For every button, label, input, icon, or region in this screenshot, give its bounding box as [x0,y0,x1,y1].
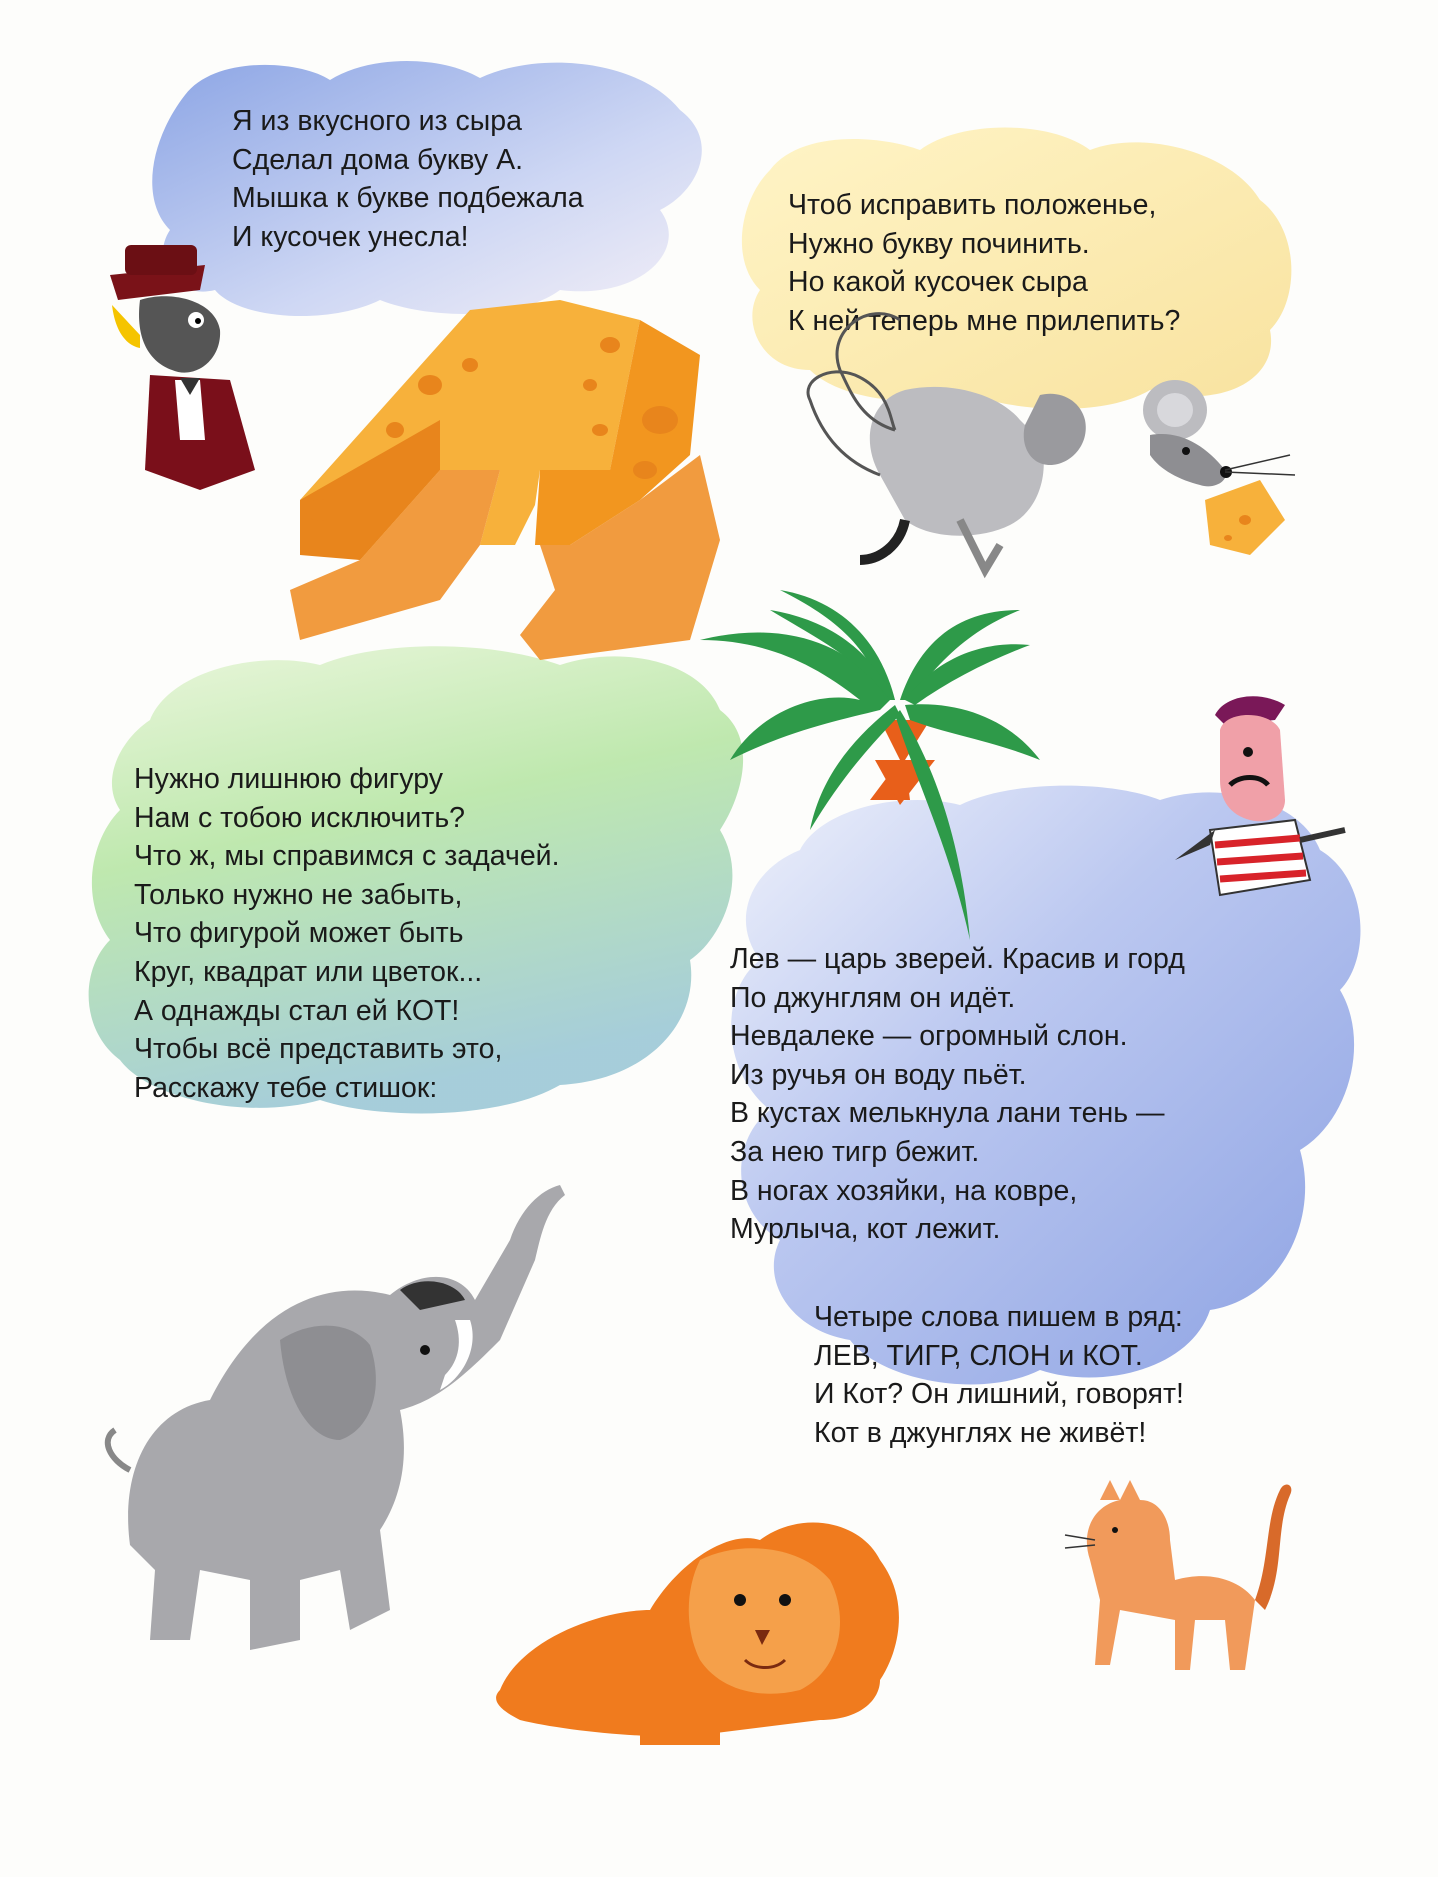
poem-line: Нужно лишнюю фигуру [134,763,444,795]
poem-line: Сделал дома букву А. [232,143,524,176]
poem-line: Четыре слова пишем в ряд: [814,1301,1183,1333]
lion-icon [496,1523,899,1745]
poem-line: Круг, квадрат или цветок... [134,955,483,988]
poem-line: Невдалеке — огромный слон. [730,1020,1128,1053]
mouse-with-cheese-icon [808,314,1295,570]
poem-line: И кусочек унесла! [232,220,469,253]
poem-line: Чтобы всё представить это, [134,1033,503,1066]
sailor-man-icon [1175,696,1345,895]
palm-tree-icon [700,590,1040,940]
poem-line: Нам с тобою исключить? [134,801,466,834]
elephant-icon [108,1185,565,1650]
cat-icon [1065,1480,1291,1670]
poem-line: А однажды стал ей КОТ! [134,994,460,1027]
poem-line: Мышка к букве подбежала [232,182,584,215]
poem-line: Кот в джунглях не живёт! [814,1416,1147,1449]
poem-line: За нею тигр бежит. [730,1135,980,1168]
poem-line: Я из вкусного из сыра [232,105,522,137]
poem-line: К ней теперь мне прилепить? [788,304,1181,337]
poem-line: По джунглям он идёт. [730,981,1016,1014]
poem-line: ЛЕВ, ТИГР, СЛОН и КОТ. [814,1339,1143,1372]
poem-line: Что фигурой может быть [134,917,464,950]
poem-line: В ногах хозяйки, на ковре, [730,1174,1078,1207]
poem-line: В кустах мелькнула лани тень — [730,1097,1165,1130]
poem-line: Нужно букву починить. [788,227,1090,260]
poem-line: Но какой кусочек сыра [788,266,1088,299]
poem-line: Чтоб исправить положенье, [788,189,1157,221]
poem-line: Лев — царь зверей. Красив и горд [730,943,1185,975]
poem-line: Что ж, мы справимся с задачей. [134,840,560,873]
hat-man-icon [110,245,255,490]
poem-line: Только нужно не забыть, [134,878,463,911]
cheese-letter-a-icon [290,300,720,660]
poem-line: Расскажу тебе стишок: [134,1071,438,1104]
poem-line: И Кот? Он лишний, говорят! [814,1378,1184,1411]
poem-line: Мурлыча, кот лежит. [730,1213,1001,1246]
poem-line: Из ручья он воду пьёт. [730,1058,1027,1091]
